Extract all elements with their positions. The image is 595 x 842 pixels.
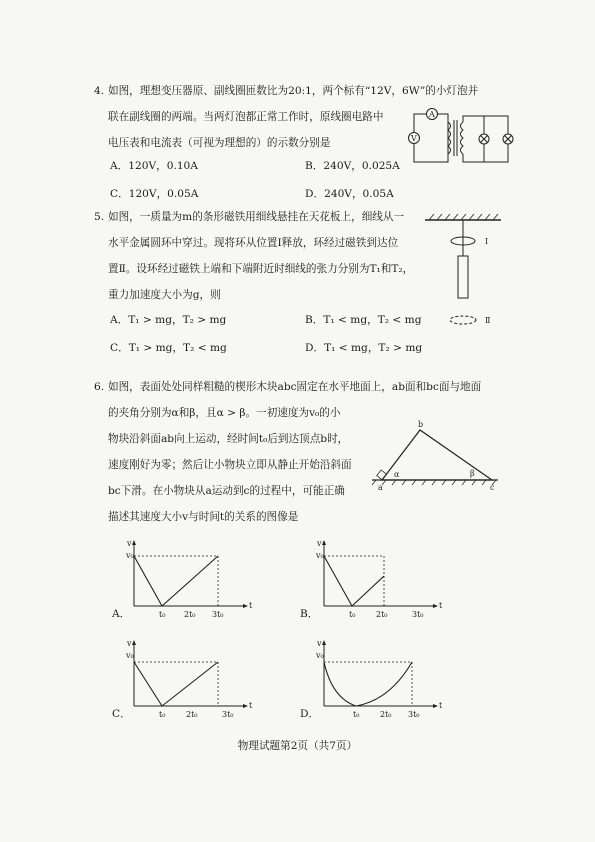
graph-c[interactable] xyxy=(126,640,256,724)
q5-line-3: 置Ⅱ。设环经过磁铁上端和下端附近时细线的张力分别为T₁和T₂， xyxy=(108,263,414,275)
q4-line-2: 联在副线圈的两端。当两灯泡都正常工作时，原线圈电路中 xyxy=(108,111,384,123)
graph-a-t0-label: t₀ xyxy=(159,610,166,619)
graph-b[interactable] xyxy=(316,540,446,624)
graph-c-t-label: t xyxy=(249,701,253,710)
graph-d-t0-label: t₀ xyxy=(353,710,360,719)
voltmeter-label: V xyxy=(411,134,417,143)
graph-c-t0-label: t₀ xyxy=(159,710,166,719)
q5-option-b[interactable]: B．T₁ < mg，T₂ < mg xyxy=(305,314,422,326)
q6-line-4: 速度刚好为零；然后让小物块立即从静止开始沿斜面 xyxy=(108,459,352,471)
graph-b-t0-label: t₀ xyxy=(349,610,356,619)
ammeter-label: A xyxy=(429,110,435,119)
graph-a-letter[interactable]: A． xyxy=(112,608,131,620)
position-2-label: Ⅱ xyxy=(485,316,491,325)
graph-d-v0-label: v₀ xyxy=(316,651,324,660)
graph-c-v-label: v xyxy=(127,639,132,648)
wedge-diagram xyxy=(372,420,502,494)
q5-option-a[interactable]: A．T₁ > mg，T₂ > mg xyxy=(110,314,227,326)
q4-line-1: 4. 如图，理想变压器原、副线圈匝数比为20:1，两个标有“12V，6W”的小灯泡并 xyxy=(94,85,479,97)
q6-line-6: 描述其速度大小v与时间t的关系的图像是 xyxy=(108,511,299,523)
q5-line-2: 水平金属圆环中穿过。现将环从位置Ⅰ释放，环经过磁铁到达位 xyxy=(108,237,399,249)
graph-d-v-label: v xyxy=(317,639,322,648)
position-1-label: Ⅰ xyxy=(485,237,489,246)
q5-line-4: 重力加速度大小为g，则 xyxy=(108,289,221,301)
angle-alpha-label: α xyxy=(394,470,400,479)
graph-a-v0-label: v₀ xyxy=(126,551,134,560)
q6-line-5: bc下滑。在小物块从a运动到c的过程中，可能正确 xyxy=(108,485,345,497)
graph-d-letter[interactable]: D． xyxy=(300,708,320,720)
vertex-c-label: c xyxy=(490,483,495,492)
vertex-a-label: a xyxy=(378,483,383,492)
q4-option-c[interactable]: C．120V，0.05A xyxy=(110,188,199,200)
graph-b-v-label: v xyxy=(317,539,322,548)
q4-line-3: 电压表和电流表（可视为理想的）的示数分别是 xyxy=(108,137,331,149)
q5-option-d[interactable]: D．T₁ < mg，T₂ > mg xyxy=(305,342,423,354)
q6-line-1: 6. 如图，表面处处同样粗糙的楔形木块abc固定在水平地面上，ab面和bc面与地面 xyxy=(94,381,482,393)
graph-a-2t0-label: 2t₀ xyxy=(184,610,196,619)
graph-d[interactable] xyxy=(316,640,446,724)
graph-a-v-label: v xyxy=(127,539,132,548)
graph-c-3t0-label: 3t₀ xyxy=(222,710,234,719)
q4-option-d[interactable]: D．240V，0.05A xyxy=(305,188,394,200)
angle-beta-label: β xyxy=(470,469,475,478)
graph-d-t-label: t xyxy=(439,701,443,710)
q5-line-1: 5. 如图，一质量为m的条形磁铁用细线悬挂在天花板上，细线从一 xyxy=(94,211,405,223)
page-footer: 物理试题第2页（共7页） xyxy=(237,740,358,752)
graph-d-2t0-label: 2t₀ xyxy=(380,710,392,719)
q6-line-2: 的夹角分别为α和β，且α > β。一初速度为v₀的小 xyxy=(108,407,341,419)
graph-a[interactable] xyxy=(126,540,256,624)
q6-line-3: 物块沿斜面ab向上运动，经时间t₀后到达顶点b时， xyxy=(108,433,349,445)
magnet-ring-diagram xyxy=(425,212,505,341)
graph-d-3t0-label: 3t₀ xyxy=(408,710,420,719)
graph-b-v0-label: v₀ xyxy=(316,551,324,560)
q5-option-c[interactable]: C．T₁ > mg，T₂ < mg xyxy=(110,342,227,354)
graph-c-2t0-label: 2t₀ xyxy=(186,710,198,719)
graph-c-letter[interactable]: C． xyxy=(112,708,131,720)
graph-b-3t0-label: 3t₀ xyxy=(412,610,424,619)
vertex-b-label: b xyxy=(418,420,424,429)
q4-option-b[interactable]: B．240V，0.025A xyxy=(305,160,400,172)
q4-option-a[interactable]: A．120V，0.10A xyxy=(110,160,198,172)
graph-b-letter[interactable]: B． xyxy=(300,608,319,620)
graph-a-3t0-label: 3t₀ xyxy=(212,610,224,619)
transformer-circuit-diagram xyxy=(412,108,512,174)
graph-b-t-label: t xyxy=(439,601,443,610)
graph-b-2t0-label: 2t₀ xyxy=(376,610,388,619)
graph-c-v0-label: v₀ xyxy=(126,651,134,660)
graph-a-t-label: t xyxy=(249,601,253,610)
